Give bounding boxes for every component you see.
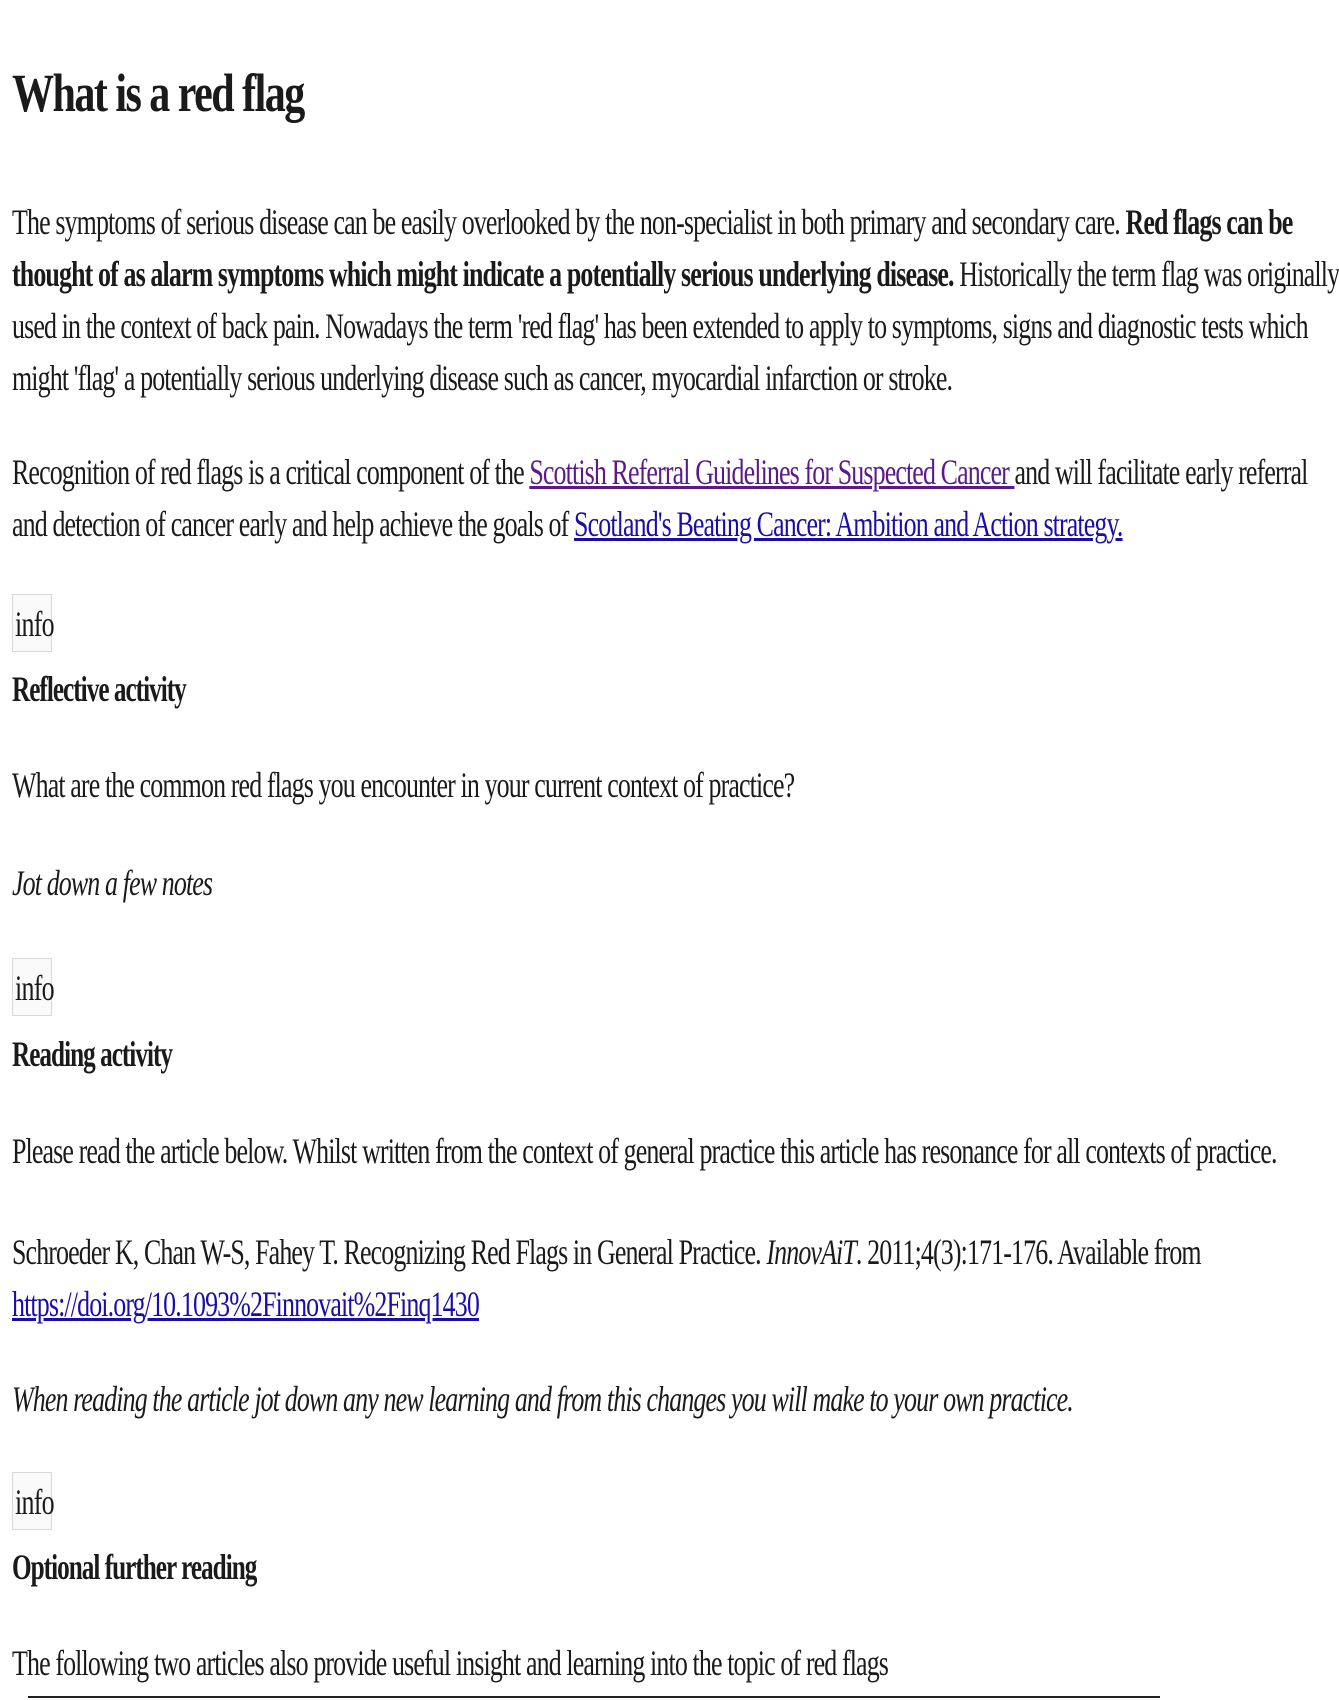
citation-line-2 bbox=[12, 1278, 1201, 1330]
scottish-referral-guidelines-link[interactable]: Scottish Referral Guidelines for Suspected Cancer bbox=[529, 452, 1015, 492]
reading-prompt: When reading the article jot down any new learning and from this changes you will make to your own practice. bbox=[12, 1379, 1073, 1419]
citation-line-1 bbox=[12, 1226, 1201, 1278]
recognition-line-1-text: Recognition of red flags is a critical component of the bbox=[12, 452, 530, 492]
bottom-divider bbox=[28, 1696, 1160, 1698]
intro-line-4: might 'flag' a potentially serious underlying disease such as cancer, myocardial infarction or stroke. bbox=[12, 358, 953, 398]
intro-line-1 bbox=[12, 196, 1339, 248]
further-reading-text: The following two articles also provide useful insight and learning into the topic of red flags bbox=[12, 1643, 889, 1683]
intro-red-flags-definition-start: Red flags can be bbox=[1125, 202, 1293, 242]
reading-info-label: info bbox=[15, 968, 54, 1008]
reflective-prompt: Jot down a few notes bbox=[12, 863, 213, 903]
recognition-line-1 bbox=[12, 446, 1307, 498]
beating-cancer-strategy-link[interactable]: Scotland's Beating Cancer: Ambition and Action strategy. bbox=[574, 504, 1123, 544]
article-doi-link[interactable]: https://doi.org/10.1093%2Finnovait%2Finq1430 bbox=[12, 1284, 479, 1324]
reflective-question: What are the common red flags you encounter in your current context of practice? bbox=[12, 765, 795, 805]
reading-info-box bbox=[12, 958, 52, 1016]
page-content bbox=[12, 0, 1339, 1700]
recognition-line-2 bbox=[12, 498, 1307, 550]
intro-line-1-text: The symptoms of serious disease can be easily overlooked by the non-specialist in both primary and secondary care. bbox=[12, 202, 1126, 242]
citation-authors-title: Schroeder K, Chan W-S, Fahey T. Recognizing Red Flags in General Practice. bbox=[12, 1232, 767, 1272]
citation-details: . 2011;4(3):171-176. Available from bbox=[855, 1232, 1201, 1272]
reading-activity-heading: Reading activity bbox=[12, 1034, 173, 1074]
article-citation bbox=[12, 1226, 1201, 1330]
reflective-info-box bbox=[12, 594, 52, 652]
citation-journal: InnovAiT bbox=[766, 1232, 856, 1272]
intro-line-3: used in the context of back pain. Nowadays the term 'red flag' has been extended to apply to symptoms, signs and diagnostic tests which bbox=[12, 306, 1308, 346]
intro-paragraph bbox=[12, 196, 1339, 404]
page-title: What is a red flag bbox=[12, 63, 304, 123]
recognition-line-2-text: and detection of cancer early and help achieve the goals of bbox=[12, 504, 575, 544]
recognition-line-1-end: and will facilitate early referral bbox=[1014, 452, 1308, 492]
intro-red-flags-definition: thought of as alarm symptoms which might indicate a potentially serious underlying disease. bbox=[12, 254, 954, 294]
intro-line-2 bbox=[12, 248, 1339, 300]
recognition-paragraph bbox=[12, 446, 1307, 550]
reflective-activity-heading: Reflective activity bbox=[12, 669, 186, 709]
reading-instruction: Please read the article below. Whilst written from the context of general practice this article has resonance for all contexts of practice. bbox=[12, 1131, 1277, 1171]
further-info-label: info bbox=[15, 1482, 54, 1522]
intro-line-2-text: Historically the term flag was originally bbox=[953, 254, 1339, 294]
reflective-info-label: info bbox=[15, 604, 54, 644]
further-info-box bbox=[12, 1472, 52, 1530]
further-reading-heading: Optional further reading bbox=[12, 1547, 257, 1587]
